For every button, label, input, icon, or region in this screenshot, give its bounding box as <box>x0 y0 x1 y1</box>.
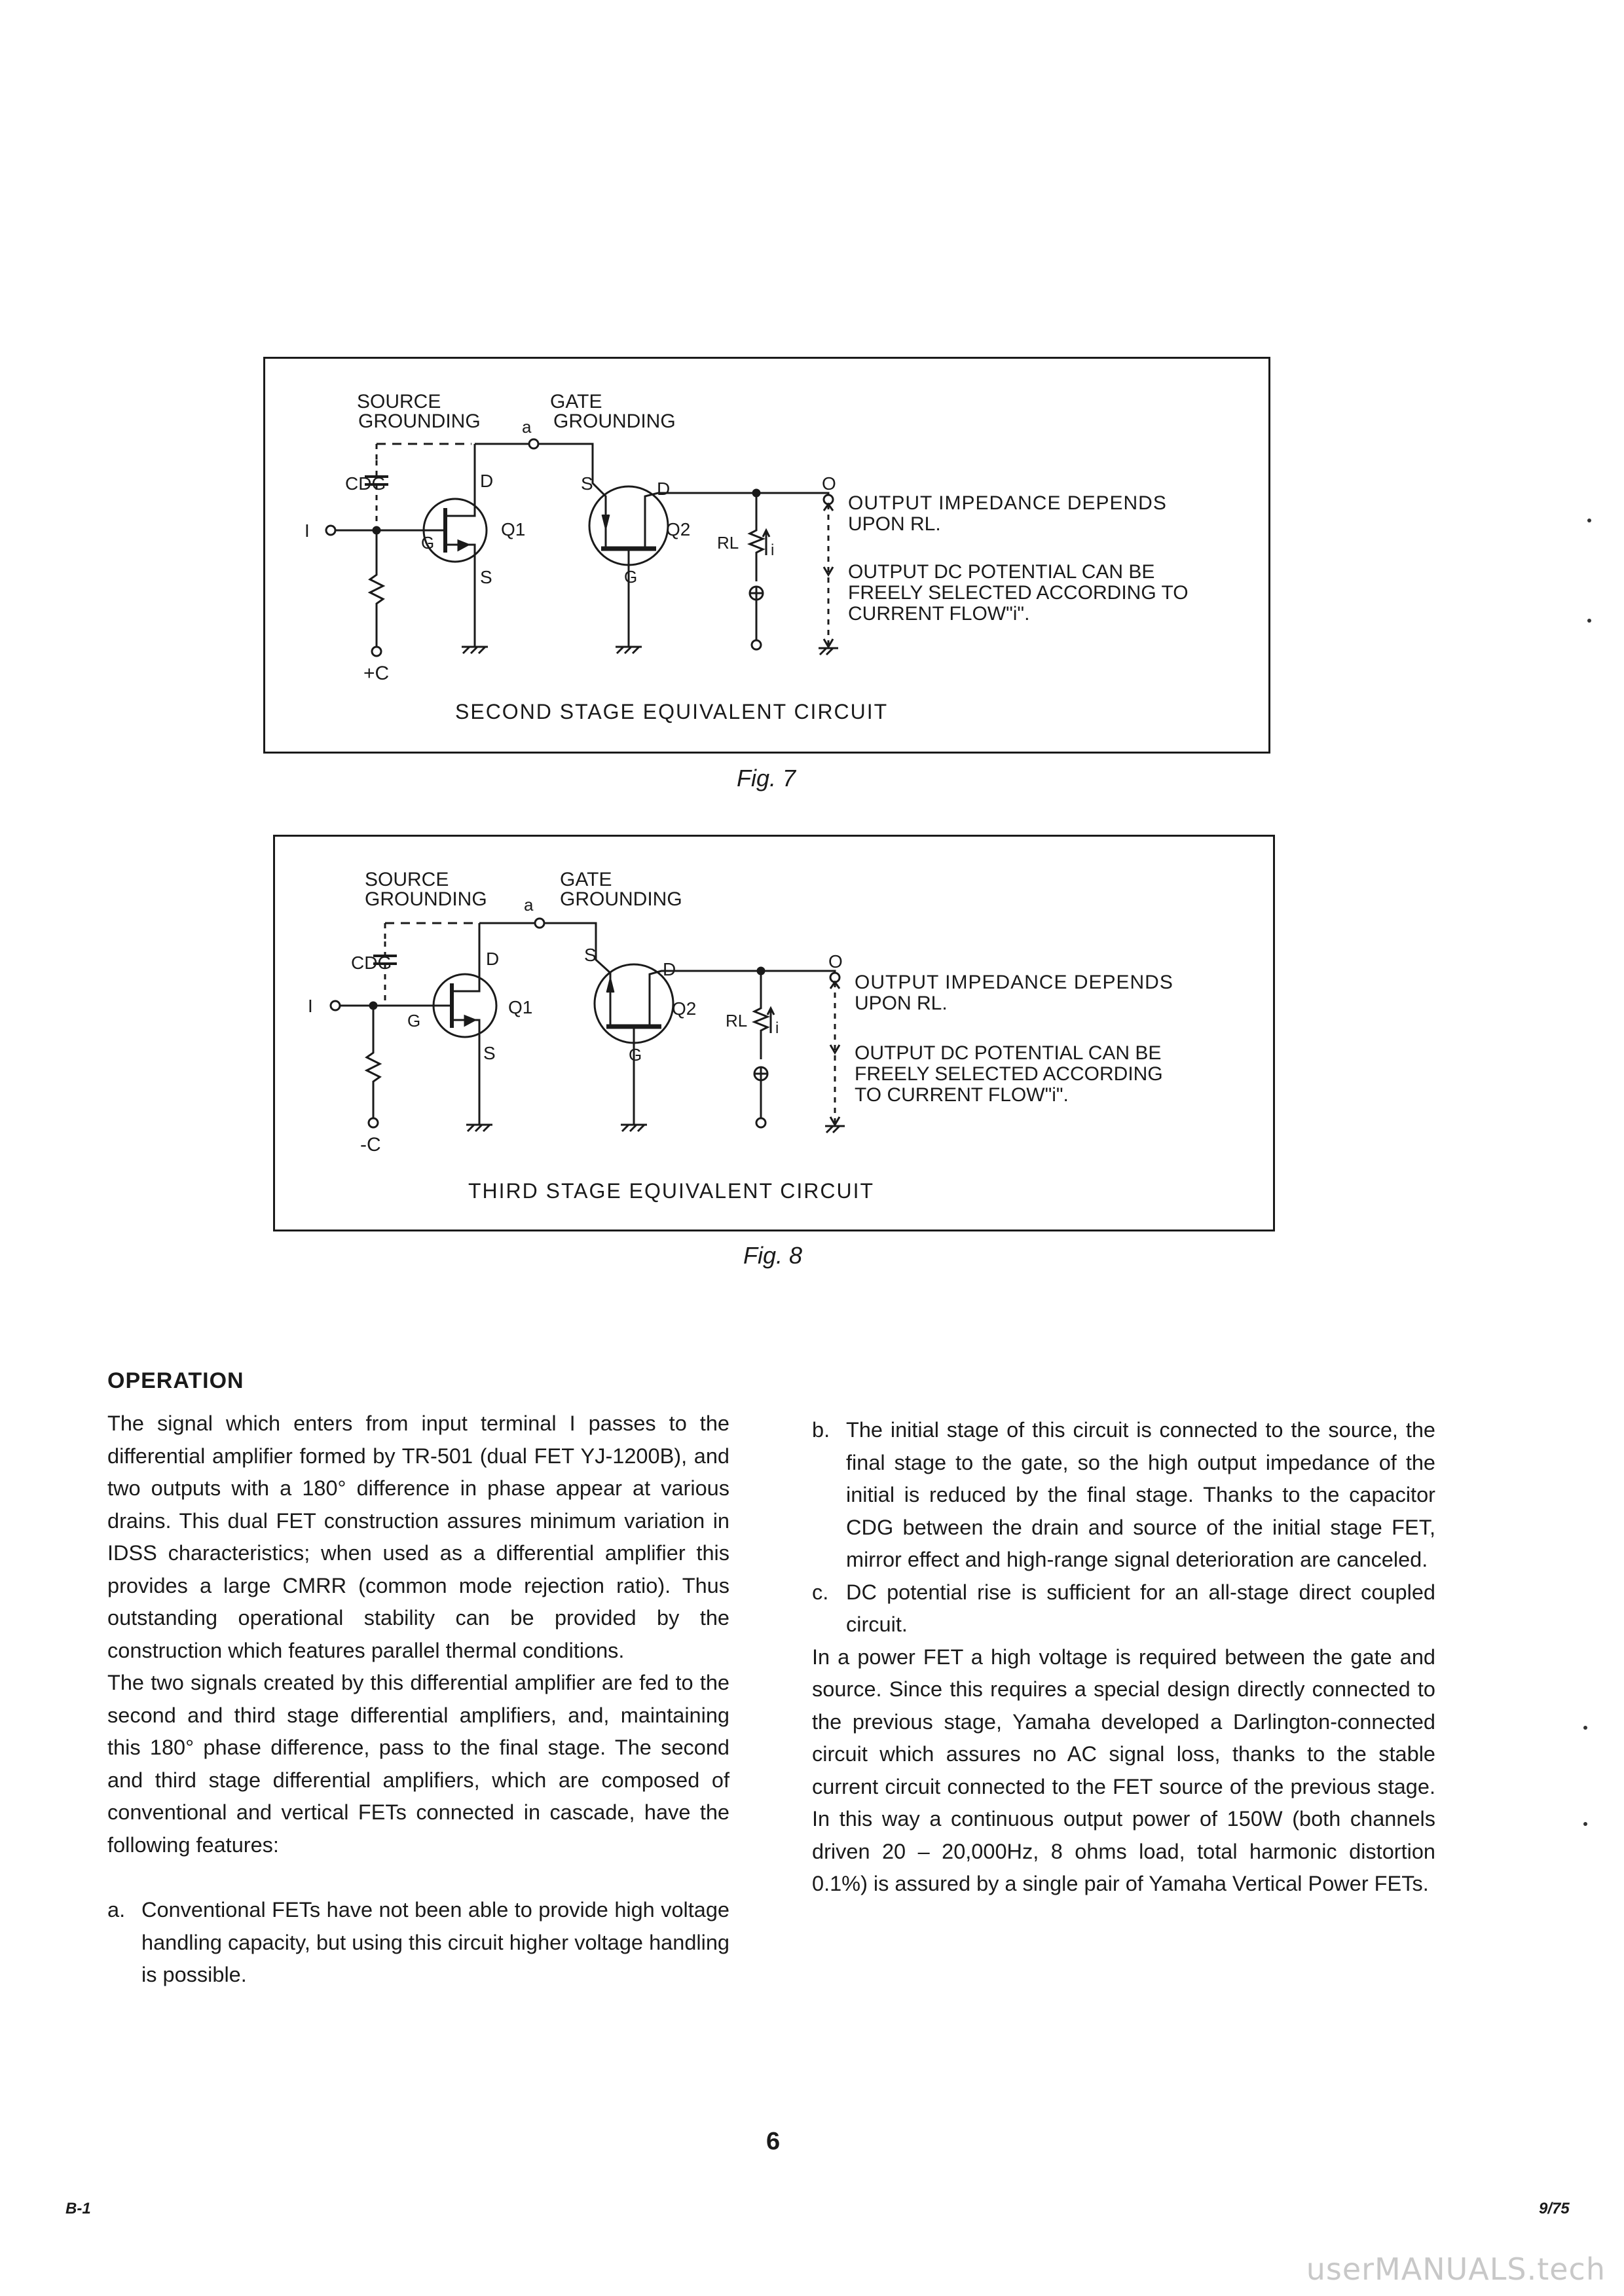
fig7-note2-line2: FREELY SELECTED ACCORDING TO <box>848 582 1189 604</box>
fig7-node-a: a <box>522 417 532 437</box>
figure-7-caption: Fig. 7 <box>737 765 796 792</box>
fig8-gate-label-2: GROUNDING <box>560 888 682 910</box>
fig7-cdg-label: CDG <box>345 473 386 494</box>
fig7-note2-line1: OUTPUT DC POTENTIAL CAN BE <box>848 561 1155 583</box>
figure-8-box <box>273 835 1275 1231</box>
fig8-q1-label: Q1 <box>508 997 533 1017</box>
fig8-q2-d: D <box>663 959 676 979</box>
item-a-marker: a. <box>107 1898 126 1922</box>
scan-speck <box>1583 1726 1587 1730</box>
fig7-output-label: O <box>822 473 836 494</box>
fig7-supply-label: +C <box>363 663 390 684</box>
operation-heading: OPERATION <box>107 1368 244 1393</box>
watermark-text: userMANUALS.tech <box>1306 2251 1606 2287</box>
fig7-note2-line3: CURRENT FLOW"i". <box>848 603 1030 625</box>
fig8-node-a: a <box>524 895 534 915</box>
fig8-output-label: O <box>828 951 843 972</box>
fig8-source-label-2: GROUNDING <box>365 888 487 910</box>
fig8-note1-line2: UPON RL. <box>855 993 948 1014</box>
scan-speck <box>1583 1822 1587 1826</box>
fig7-title: SECOND STAGE EQUIVALENT CIRCUIT <box>455 700 889 723</box>
fig7-source-label: SOURCE <box>357 391 441 412</box>
fig8-q2-label: Q2 <box>672 998 697 1019</box>
fig8-input-label: I <box>308 996 313 1016</box>
scan-speck <box>1587 519 1591 522</box>
fig8-note2-line1: OUTPUT DC POTENTIAL CAN BE <box>855 1042 1162 1064</box>
item-b-text: The initial stage of this circuit is connected to the source, the final stage to the gate, so the high output impedance of the initial is reduced by the final stage. Thanks to the capacitor CDG between the drain and source of the initial stage FET, mirror effect and high-range signal deterioration are canceled. <box>846 1418 1435 1571</box>
fig7-rl-label: RL <box>717 533 739 553</box>
fig8-q1-s: S <box>483 1043 496 1063</box>
fig7-q1-label: Q1 <box>501 519 526 539</box>
fig7-q2-s: S <box>581 473 593 494</box>
fig8-supply-label: -C <box>360 1134 381 1156</box>
fig8-rl-label: RL <box>726 1011 748 1030</box>
fig8-gate-label: GATE <box>560 869 612 890</box>
item-a-text: Conventional FETs have not been able to provide high voltage handling capacity, but using this circuit higher voltage handling is possible. <box>141 1898 729 1986</box>
fig7-q2-label: Q2 <box>666 519 691 539</box>
scan-speck <box>1587 619 1591 623</box>
left-corner-code: B-1 <box>65 2200 91 2217</box>
fig7-q2-d: D <box>657 479 671 499</box>
fig7-note1-line2: UPON RL. <box>848 513 941 535</box>
spacer <box>107 1861 729 1894</box>
fig8-title: THIRD STAGE EQUIVALENT CIRCUIT <box>468 1179 875 1203</box>
left-paragraph-1: The signal which enters from input terminal I passes to the differential amplifier formed by TR-501 (dual FET YJ-1200B), and two outputs with a 180° difference in phase appear at various drains. This dual FET construction assures minimum variation in IDSS characteristics; when used as a differential amplifier this provides a large CMRR (common mode rejection ratio). Thus outstanding operational stability can be provided by the construction which features parallel thermal conditions. <box>107 1412 729 1662</box>
fig8-note2-line3: TO CURRENT FLOW"i". <box>855 1084 1069 1106</box>
left-column <box>107 1408 729 1992</box>
right-column <box>812 1414 1435 1901</box>
fig7-q1-d: D <box>480 471 494 491</box>
page-number: 6 <box>766 2128 781 2155</box>
fig8-i-label: i <box>775 1019 779 1037</box>
feature-item-b <box>812 1414 1435 1576</box>
fig7-gate-label: GATE <box>550 391 602 412</box>
feature-item-a <box>107 1894 729 1992</box>
fig7-input-label: I <box>304 520 310 541</box>
item-b-marker: b. <box>812 1418 830 1442</box>
item-c-text: DC potential rise is sufficient for an all-stage direct coupled circuit. <box>846 1580 1435 1636</box>
fig8-cdg-label: CDG <box>351 953 392 973</box>
figure-8-circuit <box>275 837 1273 1230</box>
fig7-q1-s: S <box>480 567 492 587</box>
fig8-q1-g: G <box>407 1011 421 1030</box>
fig7-i-label: i <box>771 541 775 559</box>
feature-item-c <box>812 1576 1435 1641</box>
fig8-note1-line1: OUTPUT IMPEDANCE DEPENDS <box>855 972 1173 993</box>
fig8-note2-line2: FREELY SELECTED ACCORDING <box>855 1063 1163 1085</box>
fig7-source-label-2: GROUNDING <box>358 410 481 432</box>
fig7-q1-g: G <box>421 533 435 553</box>
left-paragraph-2: The two signals created by this differential amplifier are fed to the second and third stage differential amplifiers, and, maintaining this 180° phase difference, pass to the final stage. The second and third stage differential amplifiers, which are composed of conventional and vertical FETs connected in cascade, have the following features: <box>107 1671 729 1857</box>
right-paragraph: In a power FET a high voltage is required between the gate and source. Since this requires a special design directly connected to the previous stage, Yamaha developed a Darlington-connected circuit which assures no AC signal loss, thanks to the stable current circuit connected to the FET source of the previous stage. In this way a continuous output power of 150W (both channels driven 20 – 20,000Hz, 8 ohms load, total harmonic distortion 0.1%) is assured by a single pair of Yamaha Vertical Power FETs. <box>812 1645 1435 1895</box>
fig7-gate-label-2: GROUNDING <box>553 410 676 432</box>
fig8-q1-d: D <box>486 949 500 969</box>
fig8-source-label: SOURCE <box>365 869 449 890</box>
right-corner-code: 9/75 <box>1539 2200 1570 2217</box>
fig8-q2-g: G <box>629 1045 642 1065</box>
fig8-q2-s: S <box>584 945 597 965</box>
figure-7-circuit <box>265 359 1268 752</box>
item-c-marker: c. <box>812 1580 829 1604</box>
figure-8-caption: Fig. 8 <box>743 1242 803 1269</box>
figure-7-box <box>263 357 1270 754</box>
fig7-note1-line1: OUTPUT IMPEDANCE DEPENDS <box>848 492 1167 514</box>
fig7-q2-g: G <box>624 567 638 587</box>
